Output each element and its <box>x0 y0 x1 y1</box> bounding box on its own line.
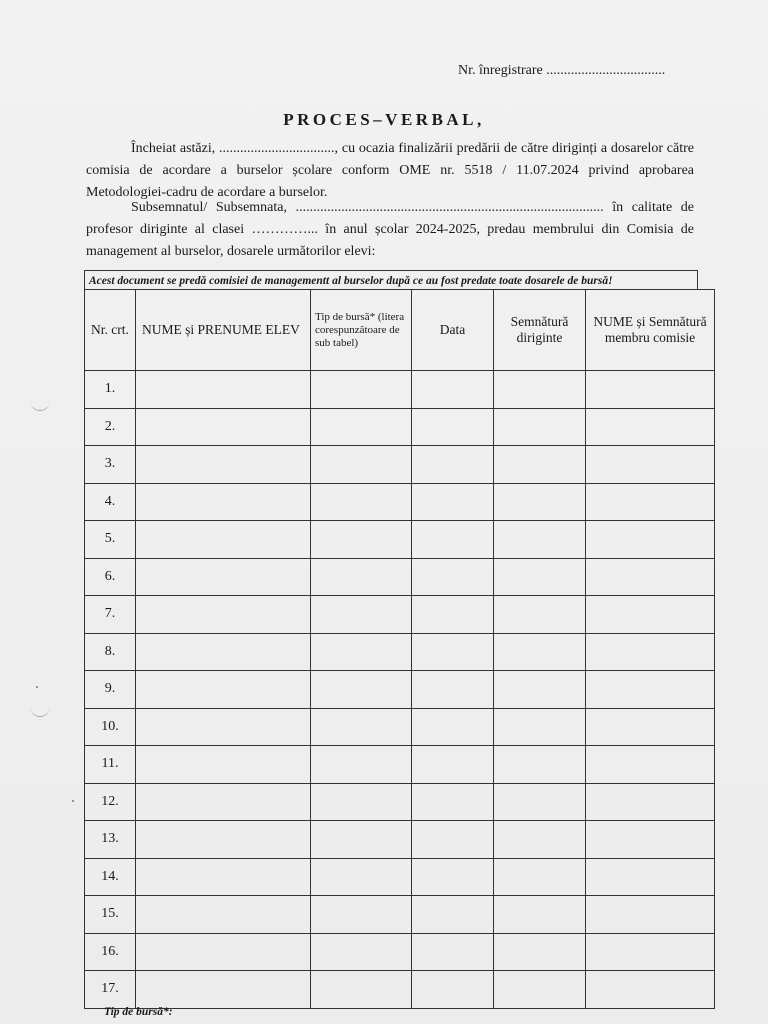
table-row <box>85 558 715 596</box>
nr-cell: 8. <box>85 633 136 671</box>
type-cell[interactable] <box>311 858 412 896</box>
date-cell[interactable] <box>412 596 494 634</box>
teacher-signature-cell[interactable] <box>494 483 586 521</box>
member-cell[interactable] <box>586 446 715 484</box>
name-cell[interactable] <box>136 708 311 746</box>
date-cell[interactable] <box>412 896 494 934</box>
member-cell[interactable] <box>586 408 715 446</box>
teacher-signature-cell[interactable] <box>494 821 586 859</box>
type-cell[interactable] <box>311 371 412 409</box>
table-header-row <box>85 290 715 371</box>
teacher-signature-cell[interactable] <box>494 783 586 821</box>
name-cell[interactable] <box>136 521 311 559</box>
name-cell[interactable] <box>136 483 311 521</box>
date-cell[interactable] <box>412 558 494 596</box>
table-row <box>85 708 715 746</box>
name-cell[interactable] <box>136 971 311 1009</box>
date-cell[interactable] <box>412 633 494 671</box>
name-cell[interactable] <box>136 821 311 859</box>
date-cell[interactable] <box>412 446 494 484</box>
type-cell[interactable] <box>311 821 412 859</box>
nr-cell: 4. <box>85 483 136 521</box>
date-cell[interactable] <box>412 971 494 1009</box>
nr-cell: 10. <box>85 708 136 746</box>
table-row <box>85 596 715 634</box>
teacher-signature-cell[interactable] <box>494 971 586 1009</box>
name-cell[interactable] <box>136 408 311 446</box>
nr-cell: 6. <box>85 558 136 596</box>
name-cell[interactable] <box>136 858 311 896</box>
type-cell[interactable] <box>311 408 412 446</box>
table-row <box>85 858 715 896</box>
type-cell[interactable] <box>311 971 412 1009</box>
teacher-signature-cell[interactable] <box>494 446 586 484</box>
member-cell[interactable] <box>586 708 715 746</box>
header-date: Data <box>412 290 494 371</box>
type-cell[interactable] <box>311 746 412 784</box>
type-cell[interactable] <box>311 933 412 971</box>
table-row <box>85 671 715 709</box>
punch-hole-mark <box>30 704 50 717</box>
member-cell[interactable] <box>586 896 715 934</box>
name-cell[interactable] <box>136 746 311 784</box>
speck <box>72 800 74 802</box>
type-cell[interactable] <box>311 446 412 484</box>
nr-cell: 12. <box>85 783 136 821</box>
table-row <box>85 896 715 934</box>
nr-cell: 3. <box>85 446 136 484</box>
teacher-signature-cell[interactable] <box>494 408 586 446</box>
nr-cell: 9. <box>85 671 136 709</box>
type-cell[interactable] <box>311 708 412 746</box>
header-name: NUME și PRENUME ELEV <box>136 290 311 371</box>
type-cell[interactable] <box>311 483 412 521</box>
member-cell[interactable] <box>586 558 715 596</box>
name-cell[interactable] <box>136 933 311 971</box>
document-title: PROCES–VERBAL, <box>283 110 485 129</box>
students-table <box>84 289 715 1009</box>
table-row <box>85 483 715 521</box>
nr-cell: 11. <box>85 746 136 784</box>
table-row <box>85 446 715 484</box>
table-row <box>85 371 715 409</box>
nr-cell: 17. <box>85 971 136 1009</box>
table-row <box>85 933 715 971</box>
header-type: Tip de bursă* (litera corespunzătoare de sub tabel) <box>311 290 412 371</box>
teacher-signature-cell[interactable] <box>494 596 586 634</box>
nr-cell: 5. <box>85 521 136 559</box>
table-row <box>85 746 715 784</box>
teacher-signature-cell[interactable] <box>494 933 586 971</box>
table-row <box>85 783 715 821</box>
date-cell[interactable] <box>412 858 494 896</box>
name-cell[interactable] <box>136 596 311 634</box>
header-nr: Nr. crt. <box>85 290 136 371</box>
member-cell[interactable] <box>586 858 715 896</box>
date-cell[interactable] <box>412 671 494 709</box>
member-cell[interactable] <box>586 783 715 821</box>
teacher-signature-cell[interactable] <box>494 521 586 559</box>
member-cell[interactable] <box>586 483 715 521</box>
header-sig-teacher: Semnătură diriginte <box>494 290 586 371</box>
member-cell[interactable] <box>586 596 715 634</box>
member-cell[interactable] <box>586 821 715 859</box>
table-row <box>85 408 715 446</box>
nr-cell: 7. <box>85 596 136 634</box>
type-cell[interactable] <box>311 896 412 934</box>
member-cell[interactable] <box>586 521 715 559</box>
teacher-signature-cell[interactable] <box>494 671 586 709</box>
date-cell[interactable] <box>412 933 494 971</box>
name-cell[interactable] <box>136 896 311 934</box>
teacher-signature-cell[interactable] <box>494 633 586 671</box>
date-cell[interactable] <box>412 483 494 521</box>
teacher-signature-cell[interactable] <box>494 746 586 784</box>
declaration-paragraph: Subsemnatul/ Subsemnata, ........................................................................................ în calitate de profesor diriginte al clasei …………... în anul școlar 2024-2025, predau membrului din Comisia de management al burselor, dosarele următorilor elevi: <box>86 200 694 259</box>
type-cell[interactable] <box>311 671 412 709</box>
date-cell[interactable] <box>412 521 494 559</box>
date-cell[interactable] <box>412 708 494 746</box>
speck <box>36 686 38 688</box>
member-cell[interactable] <box>586 933 715 971</box>
name-cell[interactable] <box>136 633 311 671</box>
type-cell[interactable] <box>311 633 412 671</box>
member-cell[interactable] <box>586 633 715 671</box>
member-cell[interactable] <box>586 671 715 709</box>
date-cell[interactable] <box>412 408 494 446</box>
name-cell[interactable] <box>136 558 311 596</box>
name-cell[interactable] <box>136 371 311 409</box>
type-cell[interactable] <box>311 558 412 596</box>
table-row <box>85 971 715 1009</box>
date-cell[interactable] <box>412 746 494 784</box>
teacher-signature-cell[interactable] <box>494 371 586 409</box>
header-member: NUME și Semnătură membru comisie <box>586 290 715 371</box>
member-cell[interactable] <box>586 746 715 784</box>
table-row <box>85 821 715 859</box>
date-cell[interactable] <box>412 783 494 821</box>
table-row <box>85 633 715 671</box>
type-cell[interactable] <box>311 521 412 559</box>
footer-note: Tip de bursă*: <box>104 1006 173 1018</box>
nr-cell: 13. <box>85 821 136 859</box>
teacher-signature-cell[interactable] <box>494 896 586 934</box>
nr-cell: 16. <box>85 933 136 971</box>
type-cell[interactable] <box>311 783 412 821</box>
notice-banner: Acest document se predă comisiei de managementt al burselor după ce au fost predate toate dosarele de bursă! <box>84 270 698 290</box>
nr-cell: 14. <box>85 858 136 896</box>
member-cell[interactable] <box>586 971 715 1009</box>
nr-cell: 1. <box>85 371 136 409</box>
name-cell[interactable] <box>136 783 311 821</box>
teacher-signature-cell[interactable] <box>494 558 586 596</box>
teacher-signature-cell[interactable] <box>494 858 586 896</box>
punch-hole-mark <box>30 398 50 411</box>
member-cell[interactable] <box>586 371 715 409</box>
nr-cell: 15. <box>85 896 136 934</box>
nr-cell: 2. <box>85 408 136 446</box>
intro-paragraph: Încheiat astăzi, ................................., cu ocazia finalizării predării de către diriginți a dosarelor către comisia de acordare a burselor școlare conform OME nr. 5518 / 11.07.2024 privind aprobarea Metodologiei-cadru de acordare a burselor. <box>86 141 694 200</box>
name-cell[interactable] <box>136 446 311 484</box>
registration-number: Nr. înregistrare .................................. <box>458 63 666 78</box>
table-row <box>85 521 715 559</box>
teacher-signature-cell[interactable] <box>494 708 586 746</box>
date-cell[interactable] <box>412 821 494 859</box>
type-cell[interactable] <box>311 596 412 634</box>
date-cell[interactable] <box>412 371 494 409</box>
name-cell[interactable] <box>136 671 311 709</box>
